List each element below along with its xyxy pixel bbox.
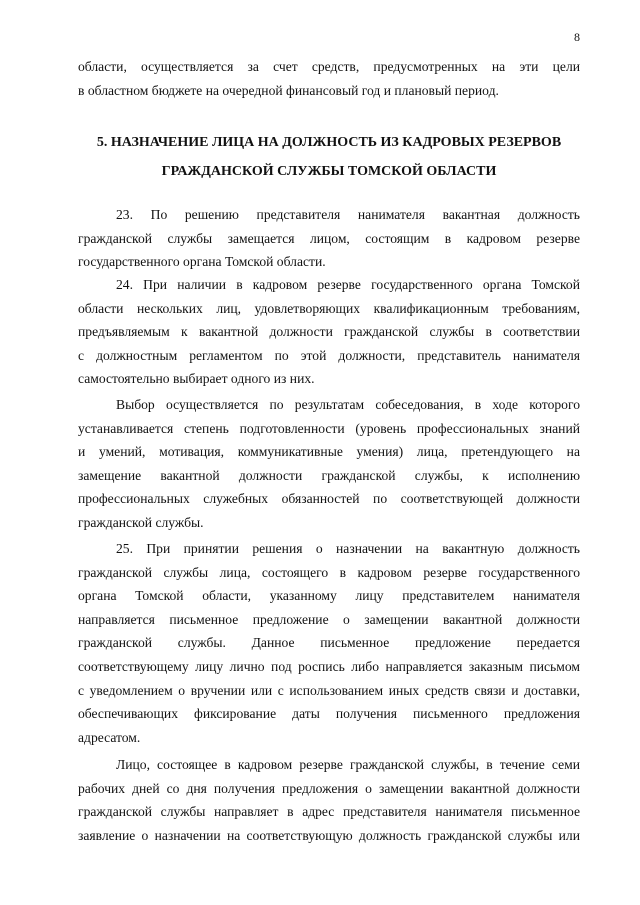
text-line: адресатом. <box>78 729 141 745</box>
text-line: гражданской службы направляет в адрес представителя нанимателя письменное <box>78 804 580 820</box>
text-line: самостоятельно выбирает одного из них. <box>78 371 315 387</box>
text-line: профессиональных служебных обязанностей по соответствующей должности <box>78 491 580 507</box>
text-line: 24. При наличии в кадровом резерве государственного органа Томской <box>116 277 580 292</box>
paragraph-candidate-response <box>78 753 580 847</box>
text-line: и умений, мотивация, коммуникативные умения) лица, претендующего на <box>78 444 580 460</box>
paragraph-continuation <box>78 55 580 102</box>
text-line: направляется письменное предложение о замещении вакантной должности <box>78 611 580 627</box>
text-line: гражданской службы замещается лицом, состоящим в кадровом резерве <box>78 230 580 246</box>
text-line: 23. По решению представителя нанимателя вакантная должность <box>116 207 580 222</box>
paragraph-selection <box>78 393 580 535</box>
text-line: устанавливается степень подготовленности (уровень профессиональных знаний <box>78 420 580 436</box>
page-number: 8 <box>574 30 580 44</box>
heading-line: 5. НАЗНАЧЕНИЕ ЛИЦА НА ДОЛЖНОСТЬ ИЗ КАДРОВЫХ РЕЗЕРВОВ <box>96 135 562 150</box>
text-line: соответствующему лицу лично под роспись либо направляется заказным письмом <box>78 658 580 674</box>
paragraph-23 <box>78 203 580 274</box>
text-line: гражданской службы. <box>78 514 204 530</box>
heading-line: ГРАЖДАНСКОЙ СЛУЖБЫ ТОМСКОЙ ОБЛАСТИ <box>161 164 497 179</box>
text-line: 25. При принятии решения о назначении на вакантную должность <box>116 541 580 556</box>
text-line: гражданской службы. Данное письменное предложение передается <box>78 635 580 651</box>
paragraph-25 <box>78 537 580 749</box>
text-line: рабочих дней со дня получения предложения о замещении вакантной должности <box>78 780 580 796</box>
text-line: в областном бюджете на очередной финансовый год и плановый период. <box>78 82 499 98</box>
text-line: предъявляемым к вакантной должности гражданской службы в соответствии <box>78 324 580 340</box>
text-line: с уведомлением о вручении или с использованием иных средств связи и доставки, <box>78 682 580 698</box>
text-line: области нескольких лиц, удовлетворяющих квалификационным требованиям, <box>78 300 580 316</box>
paragraph-24 <box>78 273 580 391</box>
text-line: гражданской службы лица, состоящего в кадровом резерве государственного <box>78 564 580 580</box>
text-line: замещение вакантной должности гражданской службы, к исполнению <box>78 467 580 483</box>
text-line: Выбор осуществляется по результатам собеседования, в ходе которого <box>116 397 580 412</box>
text-line: обеспечивающих фиксирование даты получения письменного предложения <box>78 706 580 722</box>
text-line: органа Томской области, указанному лицу представителем нанимателя <box>78 588 580 604</box>
text-line: государственного органа Томской области. <box>78 254 326 270</box>
text-line: заявление о назначении на соответствующую должность гражданской службы или <box>78 827 580 843</box>
section-heading <box>78 128 580 186</box>
text-line: области, осуществляется за счет средств, предусмотренных на эти цели <box>78 59 580 74</box>
text-line: с должностным регламентом по этой должности, представитель нанимателя <box>78 347 580 363</box>
text-line: Лицо, состоящее в кадровом резерве гражданской службы, в течение семи <box>116 757 580 772</box>
